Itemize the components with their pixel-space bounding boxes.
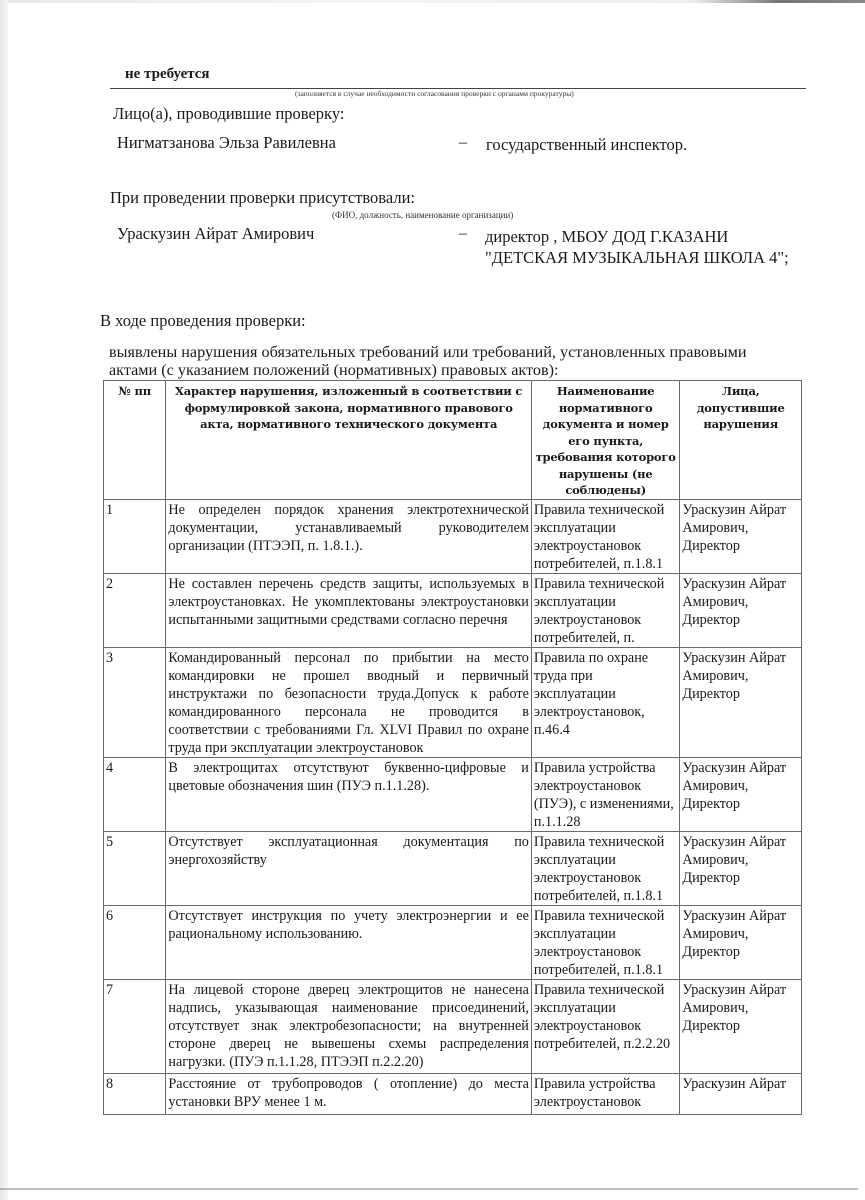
page-edge-left [0,0,8,1200]
page-edge-bottom [0,1188,858,1190]
approval-note: (заполняется в случае необходимости согласования проверки с органами прокуратуры) [295,89,574,98]
row-violation: Отсутствует инструкция по учету электроэнергии и ее рациональному использованию. [166,905,532,979]
header-number: № пп [104,381,166,500]
inspector-role: государственный инспектор. [486,135,688,154]
attendees-label: При проведении проверки присутствовали: [110,188,415,207]
row-persons: Ураскузин Айрат Амирович, Директор [680,905,802,979]
row-persons: Ураскузин Айрат Амирович, Директор [680,831,802,905]
attendee-role-line2: "ДЕТСКАЯ МУЗЫКАЛЬНАЯ ШКОЛА 4"; [485,248,789,267]
table-row [104,499,802,573]
row-violation: Отсутствует эксплуатационная документация по энергохозяйству [166,831,532,905]
row-number: 8 [104,1073,166,1114]
row-persons: Ураскузин Айрат Амирович, Директор [680,499,802,573]
row-document: Правила технической эксплуатации электроустановок потребителей, п. [531,573,680,647]
row-violation: Не определен порядок хранения электротехнической документации, устанавливаемый руководителем организации (ПТЭЭП, п. 1.8.1.). [166,499,532,573]
table-row [104,573,802,647]
header-persons: Лица, допустившие нарушения [680,381,802,500]
row-document: Правила технической эксплуатации электроустановок потребителей, п.2.2.20 [531,979,680,1073]
row-document: Правила технической эксплуатации электроустановок потребителей, п.1.8.1 [531,831,680,905]
findings-intro-line1: выявлены нарушения обязательных требований или требований, установленных правовыми [109,343,747,361]
row-number: 6 [104,905,166,979]
page-edge-top [0,0,865,3]
row-document: Правила устройства электроустановок [531,1073,680,1114]
table-row [104,757,802,831]
findings-intro-line2: актами (с указанием положений (нормативных) правовых актов): [109,361,559,379]
row-violation: Командированный персонал по прибытии на место командировки не прошел вводный и первичный инструктажи по безопасности труда.Допуск к работе командированного персонала не проводится в соответствии с требованиями Гл. XLVI Правил по охране труда при эксплуатации электроустановок [166,647,532,757]
attendee-name: Ураскузин Айрат Амирович [117,224,315,243]
table-row [104,647,802,757]
violations-table [103,380,802,1115]
row-number: 2 [104,573,166,647]
approval-value: не требуется [125,66,210,82]
row-violation: Расстояние от трубопроводов ( отопление) до места установки ВРУ менее 1 м. [166,1073,532,1114]
row-document: Правила технической эксплуатации электроустановок потребителей, п.1.8.1 [531,905,680,979]
table-row [104,1073,802,1114]
row-number: 1 [104,499,166,573]
table-row [104,979,802,1073]
row-violation: В электрощитах отсутствуют буквенно-цифровые и цветовые обозначения шин (ПУЭ п.1.1.28). [166,757,532,831]
header-document: Наименование нормативного документа и номер его пункта, требования которого нарушены (не соблюдены) [531,381,680,500]
row-document: Правила по охране труда при эксплуатации электроустановок, п.46.4 [531,647,680,757]
row-persons: Ураскузин Айрат Амирович, Директор [680,573,802,647]
row-violation: Не составлен перечень средств защиты, используемых в электроустановках. Не укомплектованы электроустановки испытанными защитными средствами согласно перечня [166,573,532,647]
row-persons: Ураскузин Айрат Амирович, Директор [680,979,802,1073]
table-header-row [104,381,802,500]
row-persons: Ураскузин Айрат Амирович, Директор [680,647,802,757]
inspector-name: Нигматзанова Эльза Равилевна [117,133,336,152]
attendee-role-line1: директор , МБОУ ДОД Г.КАЗАНИ [485,227,729,246]
inspectors-label: Лицо(а), проводившие проверку: [113,104,345,123]
header-violation: Характер нарушения, изложенный в соответствии с формулировкой закона, нормативного правового акта, нормативного технического документа [166,381,532,500]
row-number: 7 [104,979,166,1073]
row-number: 4 [104,757,166,831]
row-number: 3 [104,647,166,757]
attendee-dash: – [459,225,467,242]
row-persons: Ураскузин Айрат Амирович, Директор [680,757,802,831]
row-document: Правила технической эксплуатации электроустановок потребителей, п.1.8.1 [531,499,680,573]
findings-heading: В ходе проведения проверки: [100,311,306,330]
inspector-dash: – [459,134,467,151]
row-number: 5 [104,831,166,905]
row-persons: Ураскузин Айрат [680,1073,802,1114]
table-row [104,905,802,979]
attendees-note: (ФИО, должность, наименование организации) [332,210,514,220]
table-row [104,831,802,905]
row-document: Правила устройства электроустановок (ПУЭ), с изменениями, п.1.1.28 [531,757,680,831]
row-violation: На лицевой стороне дверец электрощитов не нанесена надпись, указывающая наименование присоединений, отсутствует знак электробезопасности; на внутренней стороне дверец не вывешены схемы распределения нагрузки. (ПУЭ п.1.1.28, ПТЭЭП п.2.2.20) [166,979,532,1073]
